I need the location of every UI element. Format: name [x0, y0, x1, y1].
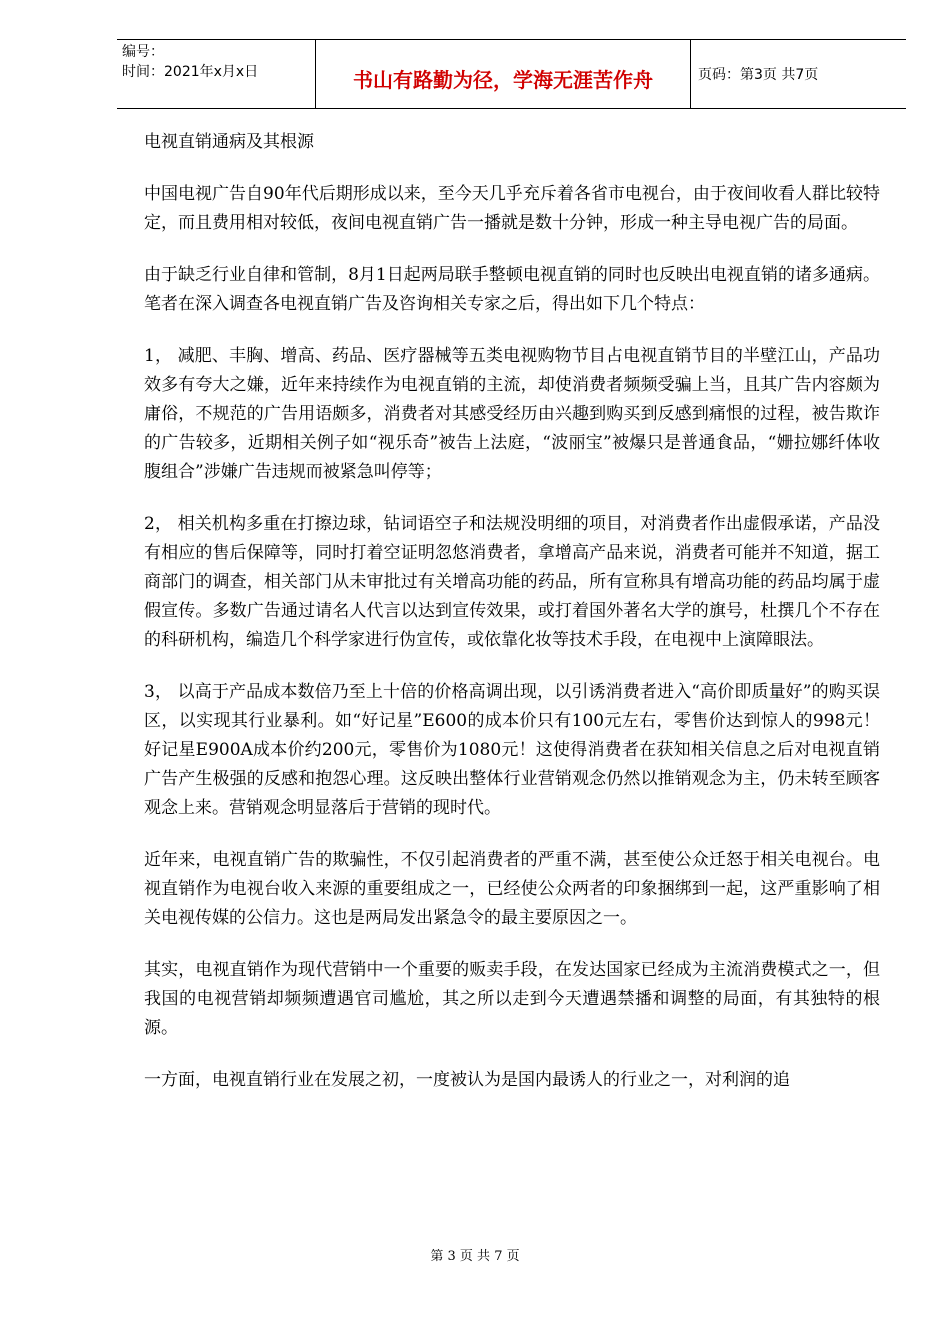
paragraph: 其实，电视直销作为现代营销中一个重要的贩卖手段，在发达国家已经成为主流消费模式之一，但我国的电视营销却频频遭遇官司尴尬，其之所以走到今天遭遇禁播和调整的局面，有其独特的根源。: [144, 960, 880, 1038]
document-body: [144, 128, 880, 1118]
serial-number-label: 编号：: [122, 44, 164, 60]
document-header: [117, 39, 906, 109]
paragraph: 中国电视广告自90年代后期形成以来，至今天几乎充斥着各省市电视台，由于夜间收看人群比较特定，而且费用相对较低，夜间电视直销广告一播就是数十分钟，形成一种主导电视广告的局面。: [144, 184, 880, 233]
header-page-cell: [690, 40, 906, 108]
paragraph: 由于缺乏行业自律和管制，8月1日起两局联手整顿电视直销的同时也反映出电视直销的诸多通病。笔者在深入调查各电视直销广告及咨询相关专家之后，得出如下几个特点：: [144, 265, 880, 314]
page-number-label: 页码：第3页 共7页: [698, 67, 819, 83]
time-label: 时间：2021年x月x日: [122, 64, 259, 80]
paragraph: 1， 减肥、丰胸、增高、药品、医疗器械等五类电视购物节目占电视直销节目的半壁江山，产品功效多有夸大之嫌，近年来持续作为电视直销的主流，却使消费者频频受骗上当，且其广告内容颇为庸俗，不规范的广告用语颇多，消费者对其感受经历由兴趣到购买到反感到痛恨的过程，被告欺诈的广告较多，近期相关例子如“视乐奇”被告上法庭，“波丽宝”被爆只是普通食品，“姗拉娜纤体收腹组合”涉嫌广告违规而被紧急叫停等；: [144, 346, 880, 482]
paragraph: 近年来，电视直销广告的欺骗性，不仅引起消费者的严重不满，甚至使公众迁怒于相关电视台。电视直销作为电视台收入来源的重要组成之一，已经使公众两者的印象捆绑到一起，这严重影响了相关电视传媒的公信力。这也是两局发出紧急令的最主要原因之一。: [144, 850, 880, 928]
paragraph: 3， 以高于产品成本数倍乃至上十倍的价格高调出现，以引诱消费者进入“高价即质量好”的购买误区，以实现其行业暴利。如“好记星”E600的成本价只有100元左右，零售价达到惊人的998元！好记星E900A成本价约200元，零售价为1080元！这使得消费者在获知相关信息之后对电视直销广告产生极强的反感和抱怨心理。这反映出整体行业营销观念仍然以推销观念为主，仍未转至顾客观念上来。营销观念明显落后于营销的现时代。: [144, 682, 880, 818]
page-footer: 第 3 页 共 7 页: [430, 1249, 520, 1264]
paragraph: 一方面，电视直销行业在发展之初，一度被认为是国内最诱人的行业之一，对利润的追: [144, 1070, 790, 1090]
paragraph: 2， 相关机构多重在打擦边球，钻词语空子和法规没明细的项目，对消费者作出虚假承诺，产品没有相应的售后保障等，同时打着空证明忽悠消费者，拿增高产品来说，消费者可能并不知道，据工商部门的调查，相关部门从未审批过有关增高功能的药品，所有宣称具有增高功能的药品均属于虚假宣传。多数广告通过请名人代言以达到宣传效果，或打着国外著名大学的旗号，杜撰几个不存在的科研机构，编造几个科学家进行伪宣传，或依靠化妆等技术手段，在电视中上演障眼法。: [144, 514, 880, 650]
header-motto-cell: [315, 40, 691, 108]
motto-text: 书山有路勤为径，学海无涯苦作舟: [353, 68, 653, 92]
header-info-cell: [117, 40, 315, 108]
document-title: 电视直销通病及其根源: [144, 132, 314, 152]
